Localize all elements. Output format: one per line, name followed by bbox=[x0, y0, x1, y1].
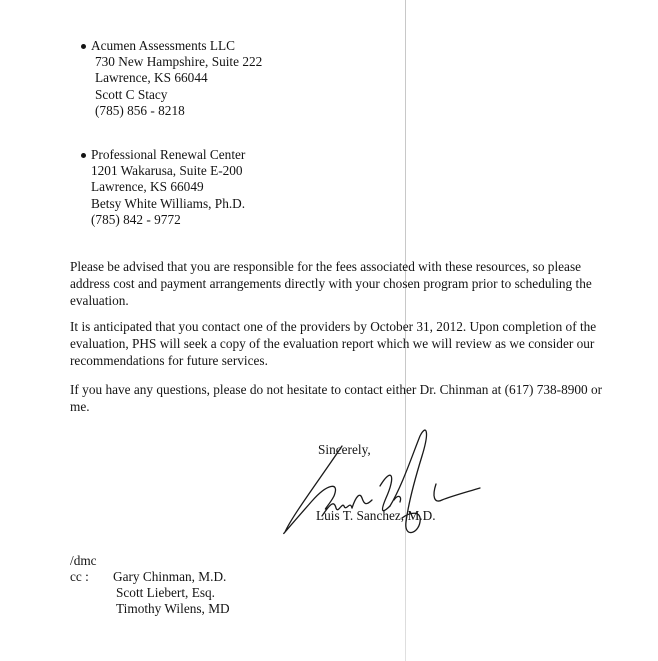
bullet-icon bbox=[81, 44, 86, 49]
cc-recipients bbox=[113, 569, 230, 617]
typist-initials: /dmc bbox=[70, 553, 97, 568]
resource-city: Lawrence, KS 66044 bbox=[95, 70, 208, 86]
cc-recipient: Scott Liebert, Esq. bbox=[116, 585, 215, 600]
resource-address: 1201 Wakarusa, Suite E-200 bbox=[91, 163, 243, 179]
resource-name: Professional Renewal Center bbox=[91, 147, 246, 162]
paragraph-line: It is anticipated that you contact one of the providers by October 31, 2012. Upon completion of the bbox=[70, 319, 597, 334]
cc-recipient: Timothy Wilens, MD bbox=[116, 601, 230, 616]
resource-name: Acumen Assessments LLC bbox=[91, 38, 236, 53]
paragraph-line: recommendations for future services. bbox=[70, 353, 268, 369]
deadline-paragraph bbox=[70, 318, 658, 370]
questions-paragraph bbox=[70, 381, 658, 415]
paragraph-line: Please be advised that you are responsible for the fees associated with these resources, so please bbox=[70, 259, 582, 274]
closing: Sincerely, bbox=[318, 442, 371, 457]
resource-contact: Scott C Stacy bbox=[95, 86, 168, 102]
resource-acumen bbox=[91, 38, 263, 119]
paragraph-line: evaluation. bbox=[70, 293, 129, 309]
resource-professional-renewal bbox=[91, 147, 246, 228]
signer-name: Luis T. Sanchez, M.D. bbox=[316, 508, 436, 523]
resource-phone: (785) 842 - 9772 bbox=[91, 211, 181, 227]
resource-address: 730 New Hampshire, Suite 222 bbox=[95, 54, 263, 70]
resource-contact: Betsy White Williams, Ph.D. bbox=[91, 195, 246, 211]
resource-city: Lawrence, KS 66049 bbox=[91, 179, 204, 195]
cc-label: cc : bbox=[70, 569, 89, 584]
paragraph-line: evaluation, PHS will seek a copy of the evaluation report which we will review as we consider our bbox=[70, 336, 595, 352]
paragraph-line: me. bbox=[70, 399, 90, 415]
bullet-icon bbox=[81, 153, 86, 158]
cc-recipient: Gary Chinman, M.D. bbox=[113, 569, 227, 584]
resource-phone: (785) 856 - 8218 bbox=[95, 102, 185, 118]
paragraph-line: If you have any questions, please do not hesitate to contact either Dr. Chinman at (617) 738-8900 or bbox=[70, 382, 603, 397]
paragraph-line: address cost and payment arrangements directly with your chosen program prior to scheduling the bbox=[70, 276, 592, 292]
fees-paragraph bbox=[70, 258, 658, 310]
